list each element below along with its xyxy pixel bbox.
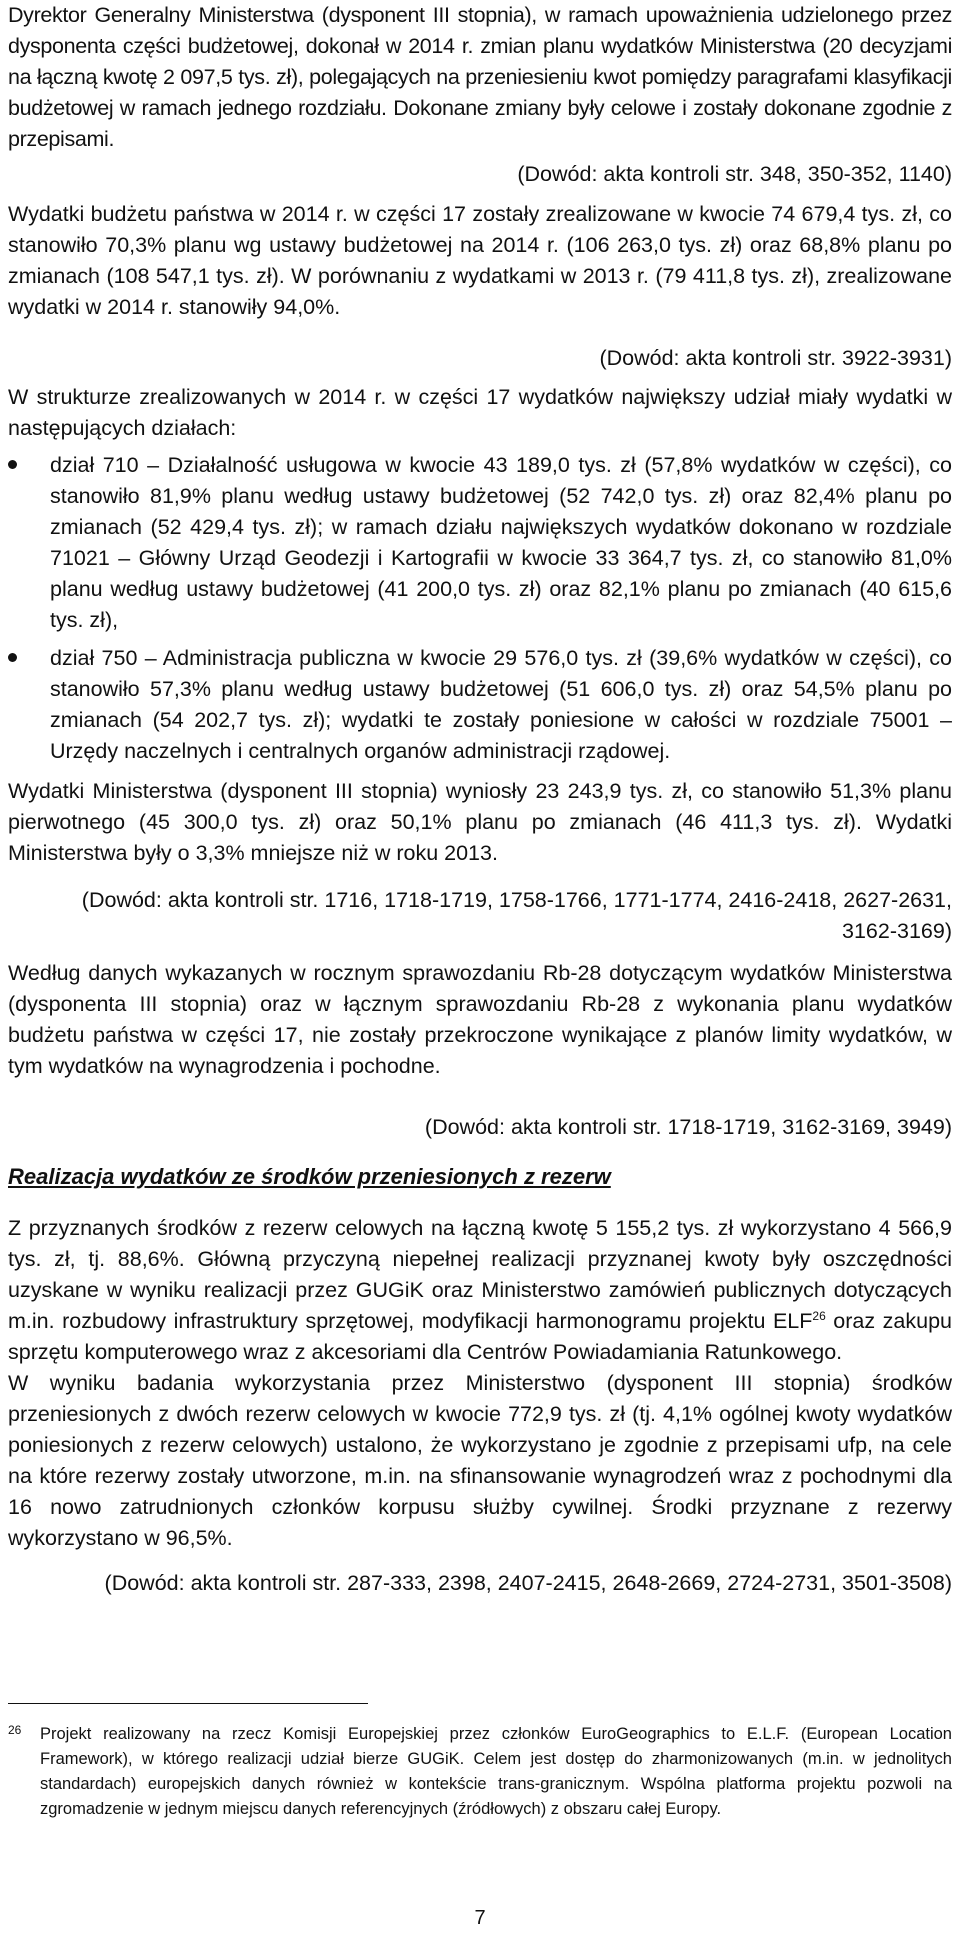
list-item (8, 450, 952, 636)
document-page (8, 0, 952, 1822)
footnote (8, 1722, 952, 1822)
list-item (8, 643, 952, 767)
evidence-reference: (Dowód: akta kontroli str. 348, 350-352, 1140) (517, 162, 952, 186)
evidence-reference-continued: 3162-3169) (842, 919, 952, 943)
footnote-separator (8, 1703, 368, 1704)
expenditure-list (8, 450, 952, 767)
paragraph-rb28: Według danych wykazanych w rocznym sprawozdaniu Rb-28 dotyczącym wydatków Ministerstwa (dysponenta III stopnia) oraz w łącznym sprawozdaniu Rb-28 z wykonania planu wydatków budżetu państwa w części 17, nie zostały przekroczone wynikające z planów limity wydatków, w tym wydatków na wynagrodzenia i pochodne. (8, 961, 952, 1078)
list-item-text: dział 710 – Działalność usługowa w kwocie 43 189,0 tys. zł (57,8% wydatków w części), co stanowiło 81,9% planu według ustawy budżetowej (52 742,0 tys. zł) oraz 82,4% planu po zmianach (52 429,4 tys. zł); w ramach działu największych wydatków dokonano w rozdziale 71021 – Główny Urząd Geodezji i Kartografii w kwocie 33 364,7 tys. zł, co stanowiło 81,0% planu według ustawy budżetowej (41 200,0 tys. zł) oraz 82,1% planu po zmianach (40 615,6 tys. zł), (50, 453, 952, 632)
evidence-reference: (Dowód: akta kontroli str. 1718-1719, 3162-3169, 3949) (424, 1115, 952, 1139)
paragraph-reserves (8, 1213, 952, 1368)
paragraph-reserves-audit: W wyniku badania wykorzystania przez Ministerstwo (dysponent III stopnia) środków przeniesionych z dwóch rezerw celowych w kwocie 772,9 tys. zł (tj. 4,1% ogólnej kwoty wydatków poniesionych z rezerw celowych) ustalono, że wykorzystano je zgodnie z przepisami ufp, na cele na które rezerwy zostały utworzone, m.in. na sfinansowanie wynagrodzeń wraz z pochodnymi dla 16 nowo zatrudnionych członków korpusu służby cywilnej. Środki przyznane z rezerwy wykorzystano w 96,5%. (8, 1371, 952, 1550)
footnote-number: 26 (8, 1723, 22, 1737)
bullet-icon (8, 460, 17, 469)
bullet-icon (8, 653, 17, 662)
page-number: 7 (474, 1907, 486, 1929)
footnote-text: Projekt realizowany na rzecz Komisji Europejskiej przez członków EuroGeographics to E.L.F. (European Location Framework), w którego realizacji udział bierze GUGiK. Celem jest dostęp do zharmonizowanych (m.in. w jednolitych standardach) europejskich danych również w kontekście trans-granicznym. Wspólna platforma projektu pozwoli na zgromadzenie w jednym miejscu danych referencyjnych (źródłowych) z obszaru całej Europy. (40, 1725, 952, 1818)
evidence-reference: (Dowód: akta kontroli str. 1716, 1718-1719, 1758-1766, 1771-1774, 2416-2418, 2627-2631, (81, 888, 952, 912)
evidence-reference: (Dowód: akta kontroli str. 287-333, 2398, 2407-2415, 2648-2669, 2724-2731, 3501-3508) (104, 1571, 952, 1595)
paragraph-ministry-expenditure: Wydatki Ministerstwa (dysponent III stopnia) wyniosły 23 243,9 tys. zł, co stanowiło 51,3% planu pierwotnego (45 300,0 tys. zł) oraz 50,1% planu po zmianach (46 411,3 tys. zł). Wydatki Ministerstwa były o 3,3% mniejsze niż w roku 2013. (8, 779, 952, 865)
paragraph-structure: W strukturze zrealizowanych w 2014 r. w części 17 wydatków największy udział miały wydatki w następujących działach: (8, 385, 952, 440)
paragraph-reserves-text-end: oraz zakupu sprzętu komputerowego wraz z akcesoriami dla Centrów Powiadamiania Ratunkowego. (8, 1309, 953, 1364)
evidence-reference: (Dowód: akta kontroli str. 3922-3931) (599, 346, 952, 370)
footnote-reference: 26 (812, 1308, 826, 1323)
paragraph-budget-changes: Dyrektor Generalny Ministerstwa (dysponent III stopnia), w ramach upoważnienia udzielonego przez dysponenta części budżetowej, dokonał w 2014 r. zmian planu wydatków Ministerstwa (20 decyzjami na łączną kwotę 2 097,5 tys. zł), polegających na przeniesieniu kwot pomiędzy paragrafami klasyfikacji budżetowej w ramach jednego rozdziału. Dokonane zmiany były celowe i zostały dokonane zgodnie z przepisami. (8, 3, 952, 151)
paragraph-expenditure-2014: Wydatki budżetu państwa w 2014 r. w części 17 zostały zrealizowane w kwocie 74 679,4 tys. zł, co stanowiło 70,3% planu wg ustawy budżetowej na 2014 r. (106 263,0 tys. zł) oraz 68,8% planu po zmianach (108 547,1 tys. zł). W porównaniu z wydatkami w 2013 r. (79 411,8 tys. zł), zrealizowane wydatki w 2014 r. stanowiły 94,0%. (8, 202, 952, 319)
section-heading: Realizacja wydatków ze środków przeniesionych z rezerw (8, 1164, 611, 1189)
list-item-text: dział 750 – Administracja publiczna w kwocie 29 576,0 tys. zł (39,6% wydatków w części), co stanowiło 57,3% planu według ustawy budżetowej (51 606,0 tys. zł) oraz 54,5% planu po zmianach (54 202,7 tys. zł); wydatki te zostały poniesione w całości w rozdziale 75001 – Urzędy naczelnych i centralnych organów administracji rządowej. (50, 646, 952, 763)
paragraph-reserves-text: Z przyznanych środków z rezerw celowych na łączną kwotę 5 155,2 tys. zł wykorzystano 4 566,9 tys. zł, tj. 88,6%. Główną przyczyną niepełnej realizacji przyznanej kwoty były oszczędności uzyskane w wyniku realizacji przez GUGiK oraz Ministerstwo zamówień publicznych dotyczących m.in. rozbudowy infrastruktury sprzętowej, modyfikacji harmonogramu projektu ELF (8, 1216, 952, 1333)
